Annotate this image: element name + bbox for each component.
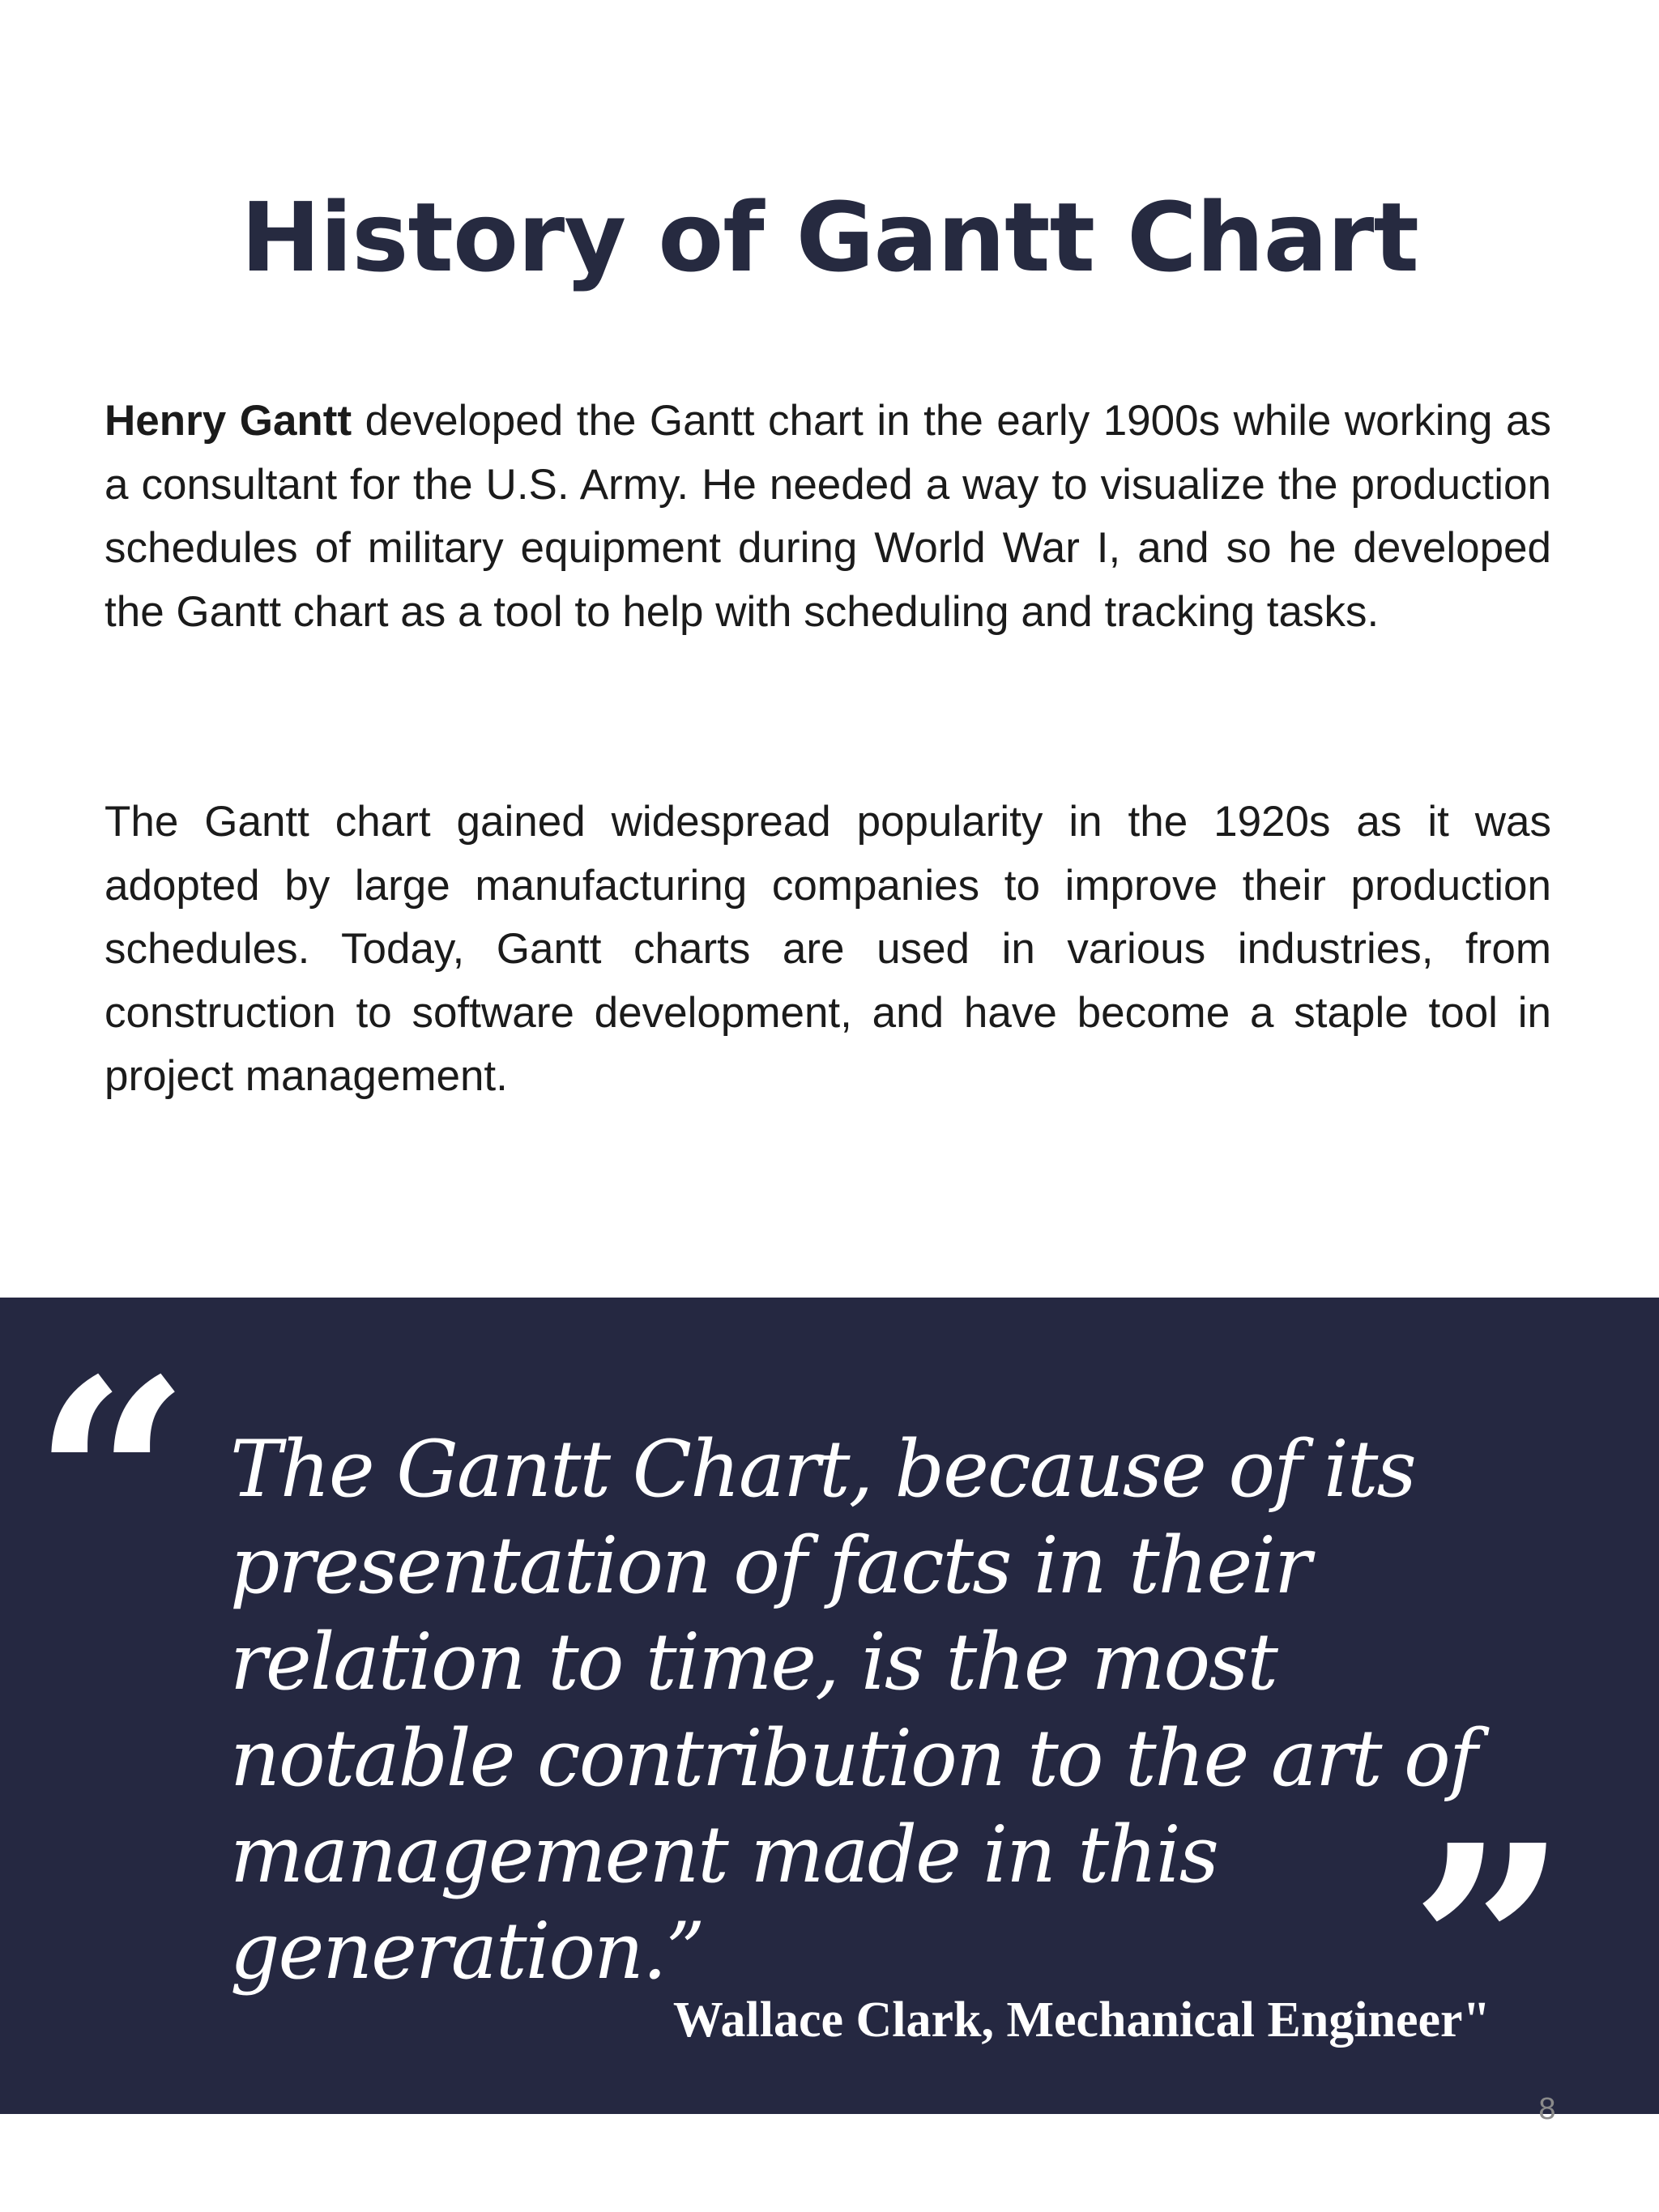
close-quote-icon: ” xyxy=(1410,1786,1544,2109)
history-paragraph-1 xyxy=(104,390,1551,644)
quote-author: Wallace Clark, Mechanical Engineer" xyxy=(672,1993,1491,2048)
page-number: 8 xyxy=(1538,2092,1556,2126)
page-title: History of Gantt Chart xyxy=(241,181,1418,293)
open-quote-icon: “ xyxy=(32,1320,167,1643)
history-paragraph-2: The Gantt chart gained widespread popularity in the 1920s as it was adopted by large manufacturing companies to improve their production schedules. Today, Gantt charts are used in various industries, from construction to software development, and have become a staple tool in project management. xyxy=(104,798,1551,1100)
history-paragraph-1-text: developed the Gantt chart in the early 1900s while working as a consultant for the U.S. Army. He needed a way to visualize the production schedules of military equipment during World War I, and so he developed the Gantt chart as a tool to help with scheduling and tracking tasks. xyxy=(104,397,1551,636)
quote-text: The Gantt Chart, because of its presentation of facts in their relation to time, is the most notable contribution to the art of management made in this generation.” xyxy=(230,1424,1477,1997)
henry-gantt-name: Henry Gantt xyxy=(104,397,352,445)
